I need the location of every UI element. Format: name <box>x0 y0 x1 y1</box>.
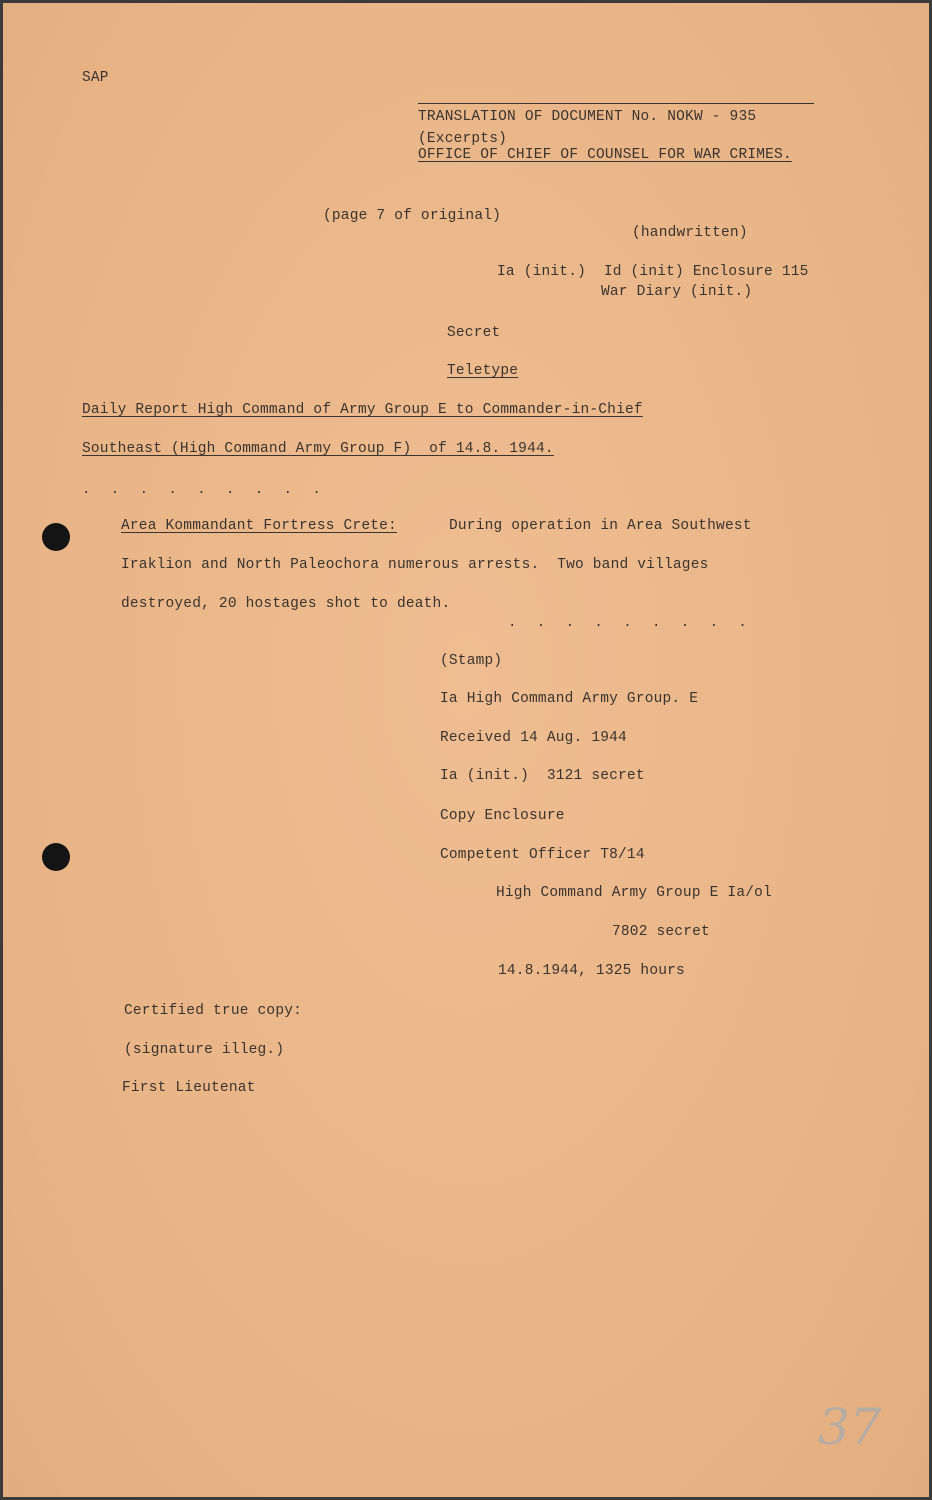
report-title-line-1: Daily Report High Command of Army Group E to Commander-in-Chief <box>82 402 643 418</box>
stamp-line-1: (Stamp) <box>440 653 503 669</box>
punch-hole-top <box>42 523 70 551</box>
body-line-2: Iraklion and North Paleochora numerous arrests. Two band villages <box>121 557 709 573</box>
certification-line-1: Certified true copy: <box>124 1003 303 1019</box>
initials-line-2: War Diary (init.) <box>601 284 753 300</box>
body-line-1: During operation in Area Southwest <box>449 518 752 534</box>
ellipsis-top: . . . . . . . . . <box>82 482 327 498</box>
classification: Secret <box>447 325 501 341</box>
page-number-handwritten: 37 <box>818 1398 882 1456</box>
header-office-line: OFFICE OF CHIEF OF COUNSEL FOR WAR CRIMES. <box>418 147 792 163</box>
header-rule <box>418 103 814 104</box>
corner-mark: SAP <box>82 70 109 86</box>
stamp-line-4: Ia (init.) 3121 secret <box>440 768 645 784</box>
stamp-line-8: 7802 secret <box>612 924 710 940</box>
report-title-line-2: Southeast (High Command Army Group F) of 14.8. 1944. <box>82 441 554 457</box>
stamp-line-6: Competent Officer T8/14 <box>440 847 645 863</box>
stamp-line-5: Copy Enclosure <box>440 808 565 824</box>
initials-line-1: Ia (init.) Id (init) Enclosure 115 <box>497 264 809 280</box>
ellipsis-bottom: . . . . . . . . . <box>508 615 753 631</box>
certification-line-3: First Lieutenat <box>122 1080 256 1096</box>
header-translation-line: TRANSLATION OF DOCUMENT No. NOKW - 935 <box>418 109 757 125</box>
stamp-line-2: Ia High Command Army Group. E <box>440 691 699 707</box>
body-label: Area Kommandant Fortress Crete: <box>121 518 397 534</box>
header-excerpts-line: (Excerpts) <box>418 131 508 147</box>
body-line-3: destroyed, 20 hostages shot to death. <box>121 596 451 612</box>
stamp-line-9: 14.8.1944, 1325 hours <box>498 963 685 979</box>
stamp-line-3: Received 14 Aug. 1944 <box>440 730 627 746</box>
stamp-line-7: High Command Army Group E Ia/ol <box>496 885 772 901</box>
punch-hole-bottom <box>42 843 70 871</box>
handwritten-note: (handwritten) <box>632 225 748 241</box>
certification-line-2: (signature illeg.) <box>124 1042 285 1058</box>
page-reference: (page 7 of original) <box>323 208 502 224</box>
medium-label: Teletype <box>447 363 519 379</box>
